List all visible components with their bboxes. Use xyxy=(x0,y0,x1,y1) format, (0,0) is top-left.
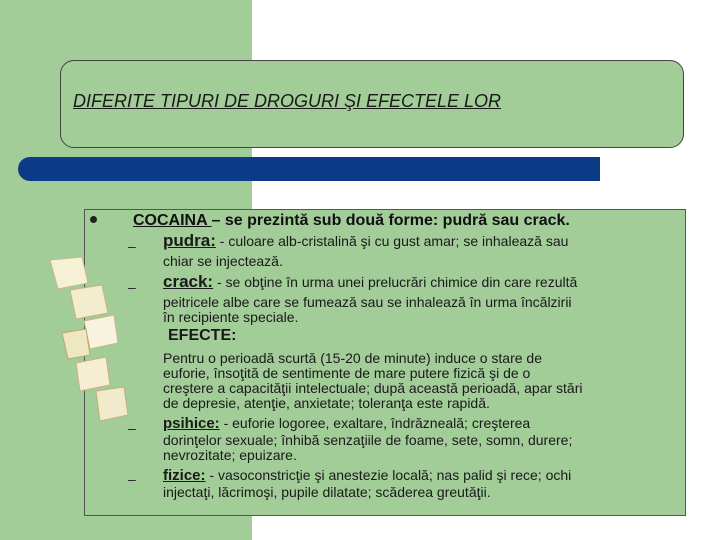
slide-title: DIFERITE TIPURI DE DROGURI ŞI EFECTELE LOR xyxy=(73,91,502,111)
dash-marker: – xyxy=(128,279,136,295)
cocaine-term: COCAINA xyxy=(133,212,212,229)
cocaine-description: – se prezintă sub două forme: pudră sau crack. xyxy=(211,212,570,229)
crack-text-cont2: în recipiente speciale. xyxy=(163,309,299,325)
pudra-text-cont: chiar se injectează. xyxy=(163,253,283,269)
psihice-text-cont: dorinţelor sexuale; înhibă senzaţiile de foame, sete, somn, durere; xyxy=(163,432,573,448)
effects-intro-line: Pentru o perioadă scurtă (15-20 de minute) induce o stare de xyxy=(163,350,543,366)
effects-intro-line: euforie, însoţită de sentimente de mare putere fizică şi de o xyxy=(163,365,531,381)
pudra-term: pudra: xyxy=(163,231,216,250)
psihice-text-cont: nevrozitate; epuizare. xyxy=(163,447,297,463)
fizice-term: fizice: xyxy=(163,467,206,484)
effects-intro-line: creştere a capacităţii intelectuale; după această perioadă, apar stări xyxy=(163,380,583,396)
cocaine-crystals-image xyxy=(40,255,130,425)
crack-text-cont1: peitricele albe care se fumează sau se inhalează în urma încălzirii xyxy=(163,294,572,310)
effects-intro-line: de depresie, atenţie, anxietate; toleranţa este rapidă. xyxy=(163,395,490,411)
title-box xyxy=(60,60,684,148)
effects-label: EFECTE: xyxy=(168,327,237,344)
cocaine-heading xyxy=(133,212,570,230)
dash-marker: – xyxy=(128,420,136,436)
decorative-blue-bar xyxy=(18,157,600,181)
psihice-item xyxy=(163,415,530,432)
dash-marker: – xyxy=(128,238,136,254)
psihice-term: psihice: xyxy=(163,415,220,432)
crack-term: crack: xyxy=(163,272,214,291)
fizice-item xyxy=(163,467,571,484)
bullet-dot xyxy=(90,216,97,223)
pudra-item xyxy=(163,233,568,249)
fizice-text-cont: injectaţi, lăcrimoşi, pupile dilatate; scăderea greutăţii. xyxy=(163,484,491,500)
pudra-text: - culoare alb-cristalină şi cu gust amar; se inhalează sau xyxy=(215,233,569,249)
crack-item xyxy=(163,274,577,290)
psihice-text: - euforie logoree, exaltare, îndrăzneală; creşterea xyxy=(219,415,531,431)
crack-text: - se obţine în urma unei prelucrări chimice din care rezultă xyxy=(213,274,578,290)
fizice-text: - vasoconstricţie şi anestezie locală; nas palid şi rece; ochi xyxy=(205,467,572,483)
dash-marker: – xyxy=(128,471,136,487)
